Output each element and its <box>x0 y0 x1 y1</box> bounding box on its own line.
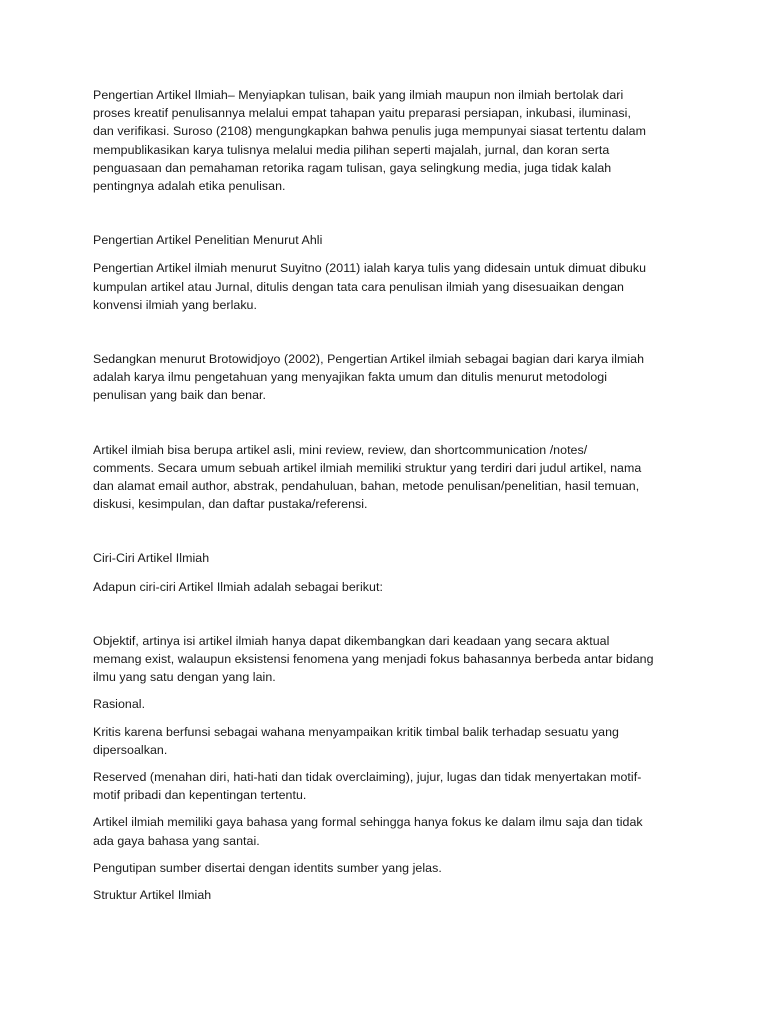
paragraph-gaya-bahasa: Artikel ilmiah memiliki gaya bahasa yang formal sehingga hanya fokus ke dalam ilmu saja dan tidak ada gaya bahasa yang santai. <box>93 815 643 848</box>
paragraph-objektif: Objektif, artinya isi artikel ilmiah hanya dapat dikembangkan dari keadaan yang secara aktual memang exist, walaupun eksistensi fenomena yang menjadi fokus bahasannya berbeda antar bidang ilmu yang satu dengan yang lain. <box>93 633 654 685</box>
paragraph-suyitno: Pengertian Artikel ilmiah menurut Suyitno (2011) ialah karya tulis yang didesain untuk dimuat dibuku kumpulan artikel atau Jurnal, ditulis dengan tata cara penulisan ilmiah yang disesuaikan dengan konvensi ilmiah yang berlaku. <box>93 261 647 312</box>
paragraph-intro: Pengertian Artikel Ilmiah– Menyiapkan tulisan, baik yang ilmiah maupun non ilmiah bertolak dari proses kreatif penulisannya melalui empat tahapan yaitu preparasi persiapan, inkubasi, iluminasi, dan verifikasi. Suroso (2108) mengungkapkan bahwa penulis juga mempunyai siasat tertentu dalam mempublikasikan karya tulisnya melalui media pilihan seperti majalah, jurnal, dan koran serta penguasaan dan pemahaman retorika ragam tulisan, gaya selingkung media, juga tidak kalah pentingnya adalah etika penulisan. <box>93 88 646 194</box>
heading-struktur: Struktur Artikel Ilmiah <box>93 888 212 903</box>
heading-ciri-ciri: Ciri-Ciri Artikel Ilmiah <box>93 551 210 566</box>
paragraph-kritis: Kritis karena berfunsi sebagai wahana menyampaikan kritik timbal balik terhadap sesuatu yang dipersoalkan. <box>93 724 619 757</box>
paragraph-pengutipan: Pengutipan sumber disertai dengan identits sumber yang jelas. <box>93 860 442 875</box>
heading-pengertian-menurut-ahli: Pengertian Artikel Penelitian Menurut Ahli <box>93 233 323 248</box>
paragraph-rasional: Rasional. <box>93 697 146 712</box>
paragraph-reserved: Reserved (menahan diri, hati-hati dan tidak overclaiming), jujur, lugas dan tidak menyertakan motif- motif pribadi dan kepentingan tertentu. <box>93 770 642 803</box>
paragraph-jenis-artikel: Artikel ilmiah bisa berupa artikel asli, mini review, review, dan shortcommunication /notes/ comments. Secara umum sebuah artikel ilmiah memiliki struktur yang terdiri dari judul artikel, nama dan alamat email author, abstrak, pendahuluan, bahan, metode penulisan/penelitian, hasil temuan, diskusi, kesimpulan, dan daftar pustaka/referensi. <box>93 442 642 512</box>
paragraph-brotowidjoyo: Sedangkan menurut Brotowidjoyo (2002), Pengertian Artikel ilmiah sebagai bagian dari karya ilmiah adalah karya ilmu pengetahuan yang menyajikan fakta umum dan ditulis menurut metodologi penulisan yang baik dan benar. <box>93 352 645 403</box>
paragraph-adapun: Adapun ciri-ciri Artikel Ilmiah adalah sebagai berikut: <box>93 579 383 594</box>
